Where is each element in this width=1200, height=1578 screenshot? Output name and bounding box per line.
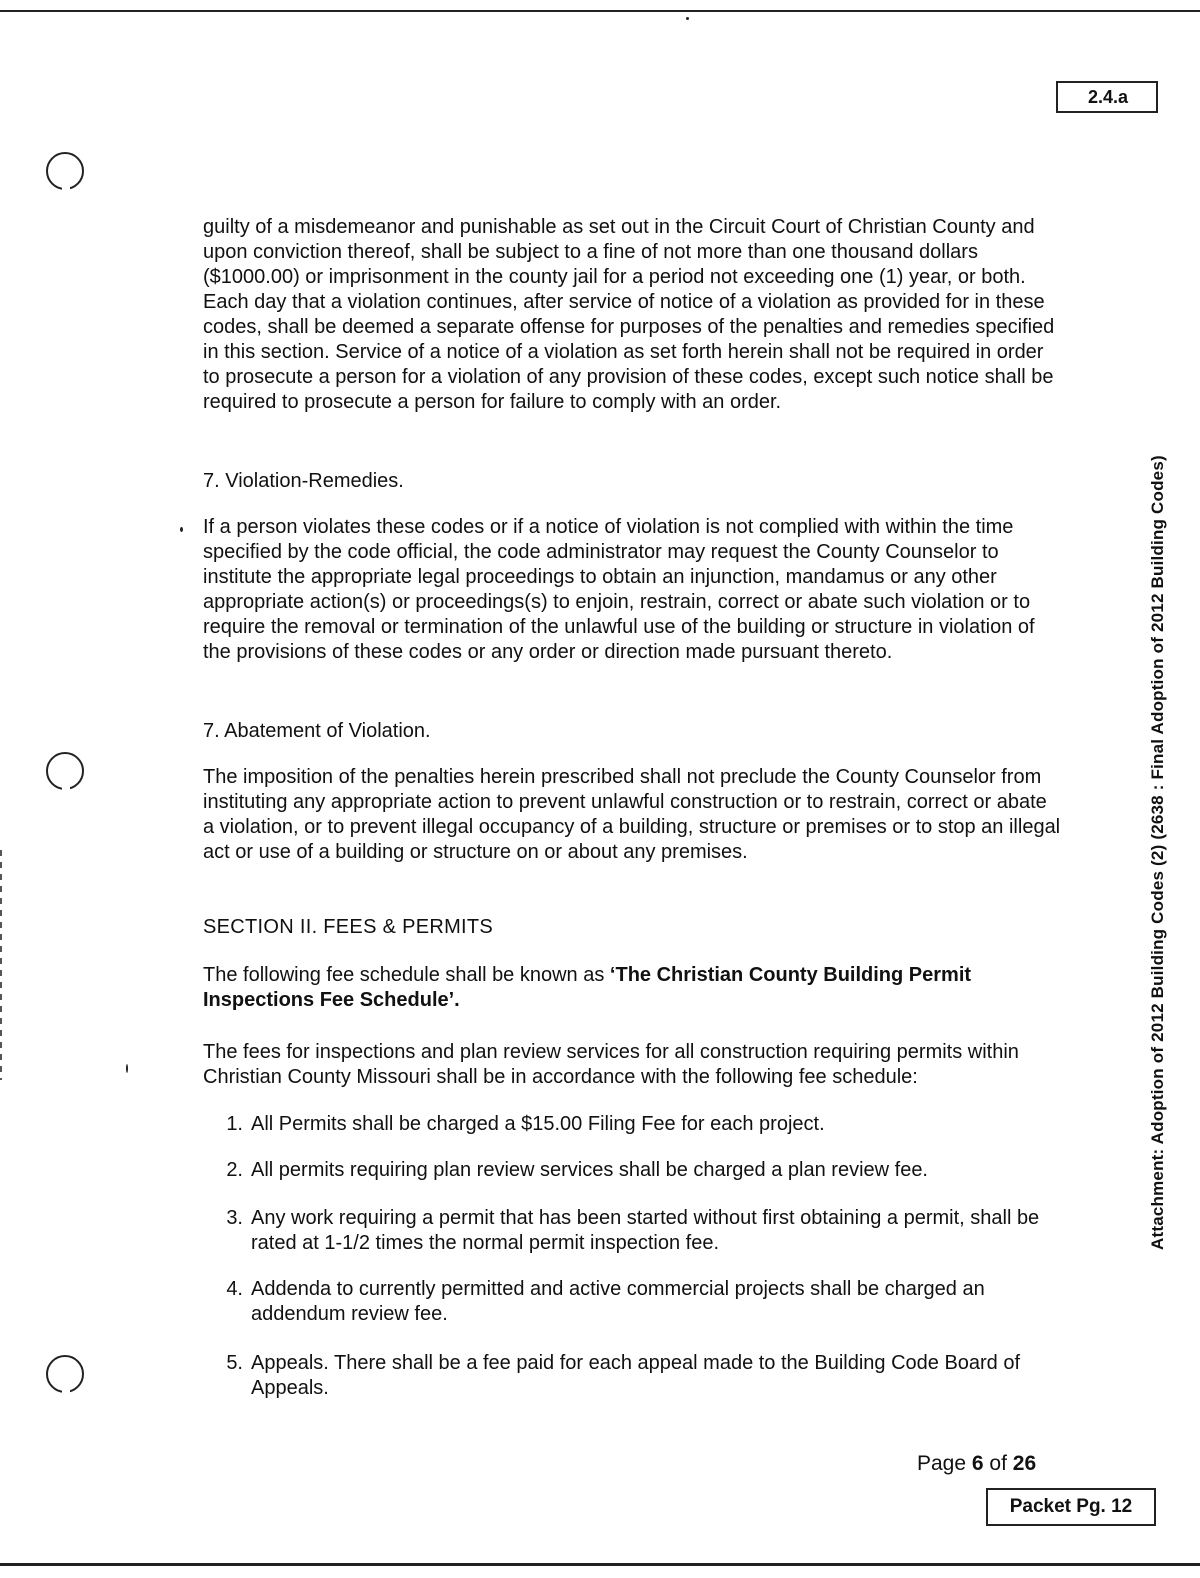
- fee-schedule-title: ‘The Christian County Building Permit Inspections Fee Schedule’.: [203, 964, 972, 1011]
- list-text: All permits requiring plan review services shall be charged a plan review fee.: [251, 1159, 928, 1181]
- paragraph-remedies: If a person violates these codes or if a notice of violation is not complied with within the time specified by the code official, the code administrator may request the County Counselor to institute the appropriate legal proceedings to obtain an injunction, mandamus or any other appropriate action(s) or proceedings(s) to enjoin, restrain, correct or abate such violation or to require the removal or termination of the unlawful use of the building or structure in violation of the provisions of these codes or any order or direction made pursuant thereto.: [203, 516, 1035, 663]
- list-number: 4.: [226, 1278, 243, 1300]
- list-item: [203, 1158, 1063, 1183]
- paragraph-abatement: The imposition of the penalties herein prescribed shall not preclude the County Counselor from instituting any appropriate action to prevent unlawful construction or to restrain, correct or abate a violation, or to prevent illegal occupancy of a building, structure or premises or to stop an illegal act or use of a building or structure on or about any premises.: [203, 766, 1061, 863]
- scan-speck: [126, 1064, 128, 1073]
- attachment-side-caption: Attachment: Adoption of 2012 Building Codes (2) (2638 : Final Adoption of 2012 Building Codes): [1148, 455, 1167, 1250]
- list-number: 5.: [226, 1352, 243, 1374]
- bottom-rule: [0, 1563, 1200, 1566]
- binder-hole-top: [46, 152, 84, 190]
- list-item: [203, 1277, 1063, 1327]
- paragraph-penalties: guilty of a misdemeanor and punishable as set out in the Circuit Court of Christian County and upon conviction thereof, shall be subject to a fine of not more than one thousand dollars ($1000.00) or imprisonment in the county jail for a period not exceeding one (1) year, or both. Each day that a violation continues, after service of notice of a violation as provided for in these codes, shall be deemed a separate offense for purposes of the penalties and remedies specified in this section. Service of a notice of a violation as set forth herein shall not be required in order to prosecute a person for a violation of any provision of these codes, except such notice shall be required to prosecute a person for failure to comply with an order.: [203, 216, 1055, 413]
- list-item: [203, 1351, 1063, 1401]
- top-rule: [0, 10, 1200, 12]
- list-number: 3.: [226, 1207, 243, 1229]
- list-number: 1.: [226, 1113, 243, 1135]
- paragraph-fee-schedule-name: [203, 963, 1063, 1013]
- list-number: 2.: [226, 1159, 243, 1181]
- scan-speck: [686, 17, 689, 20]
- heading-abatement: 7. Abatement of Violation.: [203, 720, 431, 742]
- packet-page-box: Packet Pg. 12: [986, 1488, 1156, 1526]
- list-text: Any work requiring a permit that has been started without first obtaining a permit, shall be rated at 1-1/2 times the normal permit inspection fee.: [251, 1207, 1040, 1254]
- heading-fees-permits: SECTION II. FEES & PERMITS: [203, 916, 494, 938]
- scan-speck: [180, 527, 183, 532]
- binder-hole-bottom: [46, 1355, 84, 1393]
- agenda-item-tag: 2.4.a: [1056, 81, 1158, 113]
- page-prefix: Page: [917, 1452, 972, 1475]
- list-item: [203, 1206, 1063, 1256]
- list-text: Addenda to currently permitted and active commercial projects shall be charged an addendum review fee.: [251, 1278, 985, 1325]
- scan-edge-marks: [0, 850, 2, 1080]
- list-text: Appeals. There shall be a fee paid for each appeal made to the Building Code Board of Appeals.: [251, 1352, 1021, 1399]
- page-number: [917, 1452, 1036, 1476]
- list-text: All Permits shall be charged a $15.00 Filing Fee for each project.: [251, 1113, 825, 1135]
- page-total: 26: [1012, 1452, 1037, 1475]
- heading-violation-remedies: 7. Violation-Remedies.: [203, 470, 404, 492]
- page-current: 6: [971, 1452, 984, 1475]
- binder-hole-middle: [46, 752, 84, 790]
- list-item: [203, 1112, 1063, 1137]
- page-of: of: [983, 1452, 1013, 1475]
- paragraph-fee-applicability: The fees for inspections and plan review services for all construction requiring permits within Christian County Missouri shall be in accordance with the following fee schedule:: [203, 1041, 1019, 1088]
- fee-schedule-lead: The following fee schedule shall be known as: [203, 964, 610, 986]
